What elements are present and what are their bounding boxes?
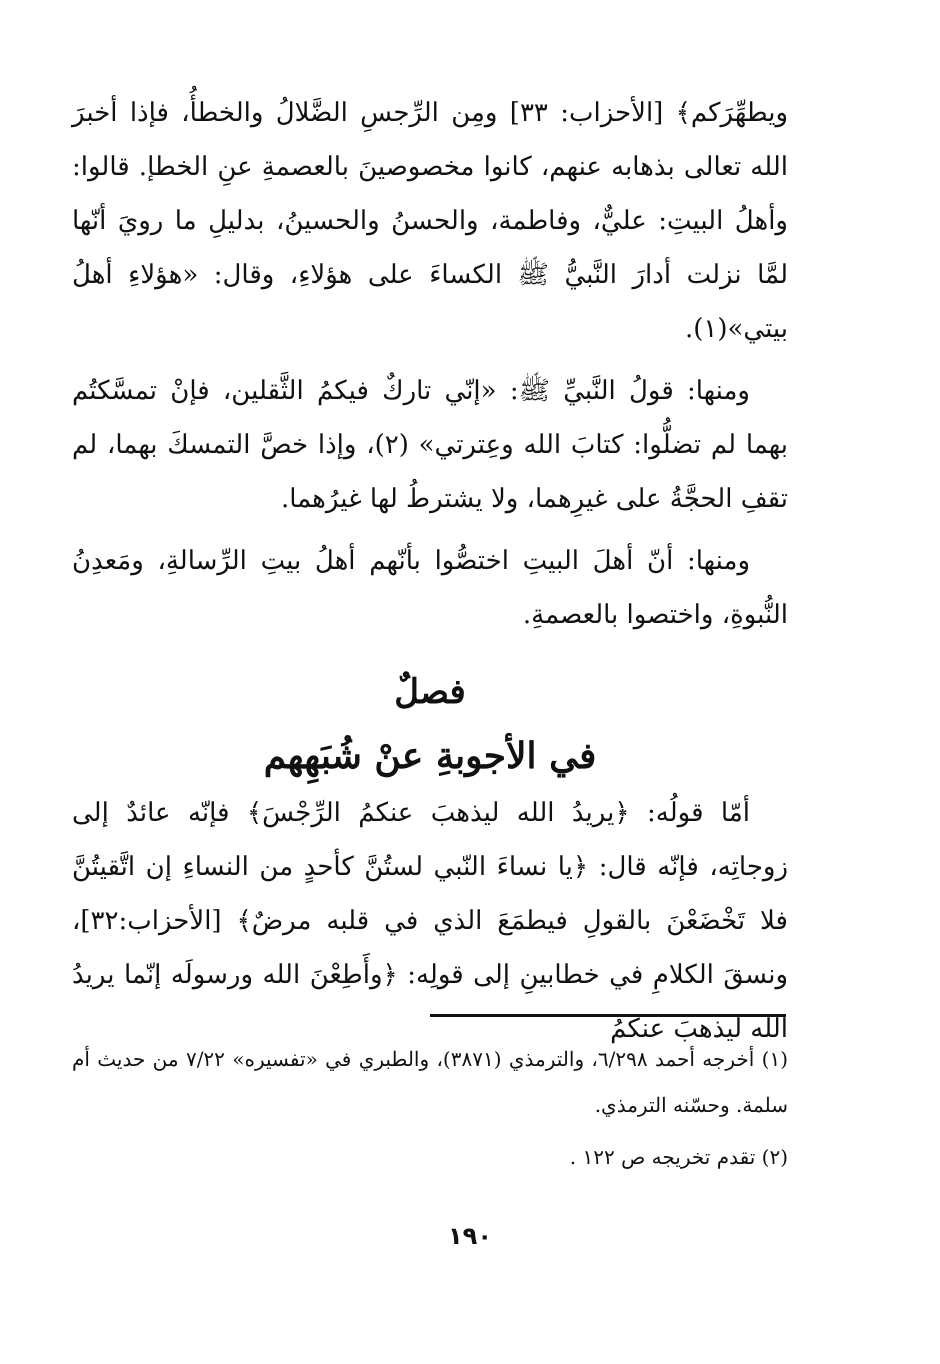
main-text (72, 86, 788, 1056)
section-subtitle: في الأجوبةِ عنْ شُبَهِهم (263, 735, 597, 777)
paragraph-ahl-al-bayt: ويطهِّرَكم﴾ [الأحزاب: ٣٣] ومِن الرِّجسِ الضَّلالُ والخطأُ، فإذا أخبرَ الله تعالى بذهابه عنهم، كانوا مخصوصينَ بالعصمةِ عنِ الخطإ. قالوا: وأهلُ البيتِ: عليٌّ، وفاطمة، والحسنُ والحسينُ، بدليلِ ما رويَ أنّها لمَّا نزلت أدارَ النَّبيُّ ﷺ الكساءَ على هؤلاءِ، وقال: «هؤلاءِ أهلُ بيتي»(١). (72, 98, 788, 344)
page-number: ١٩٠ (448, 1222, 492, 1250)
paragraph-answer: أمّا قولُه: ﴿يريدُ الله ليذهبَ عنكمُ الرِّجْسَ﴾ فإنّه عائدٌ إلى زوجاتِه، فإنّه قال: ﴿يا نساءَ النّبي لستُنَّ كأحدٍ من النساءِ إن اتَّقيتُنَّ فلا تَخْضَعْنَ بالقولِ فيطمَعَ الذي في قلبه مرضٌ﴾ [الأحزاب:٣٢]، ونسقَ الكلامِ في خطابينِ إلى قولِه: ﴿وأَطِعْنَ الله ورسولَه إنّما يريدُ الله ليذهبَ عنكمُ (72, 798, 788, 1044)
footnote-divider (430, 1014, 786, 1017)
paragraph-risala: ومنها: أنّ أهلَ البيتِ اختصُّوا بأنّهم أهلُ بيتِ الرِّسالةِ، ومَعدِنُ النُّبوةِ، واختصوا بالعصمةِ. (72, 546, 788, 630)
footnote-1: (١) أخرجه أحمد ٦/٢٩٨، والترمذي (٣٨٧١)، والطبري في «تفسيره» ٧/٢٢ من حديث أم سلمة. وحسّنه الترمذي. (72, 1047, 789, 1117)
footnote-2: (٢) تقدم تخريجه ص ١٢٢ . (569, 1145, 788, 1169)
footnotes (72, 1036, 788, 1180)
paragraph-thaqalayn: ومنها: قولُ النَّبيِّ ﷺ: «إنّي تاركٌ فيكمُ الثَّقلين، فإنْ تمسَّكتُم بهما لم تضلُّوا: كتابَ الله وعِترتي» (٢)، وإذا خصَّ التمسكَ بهما، لم تقفِ الحجَّةُ على غيرِهما، ولا يشترطُ لها غيرُهما. (72, 376, 788, 514)
section-title: فصلٌ (394, 672, 466, 712)
